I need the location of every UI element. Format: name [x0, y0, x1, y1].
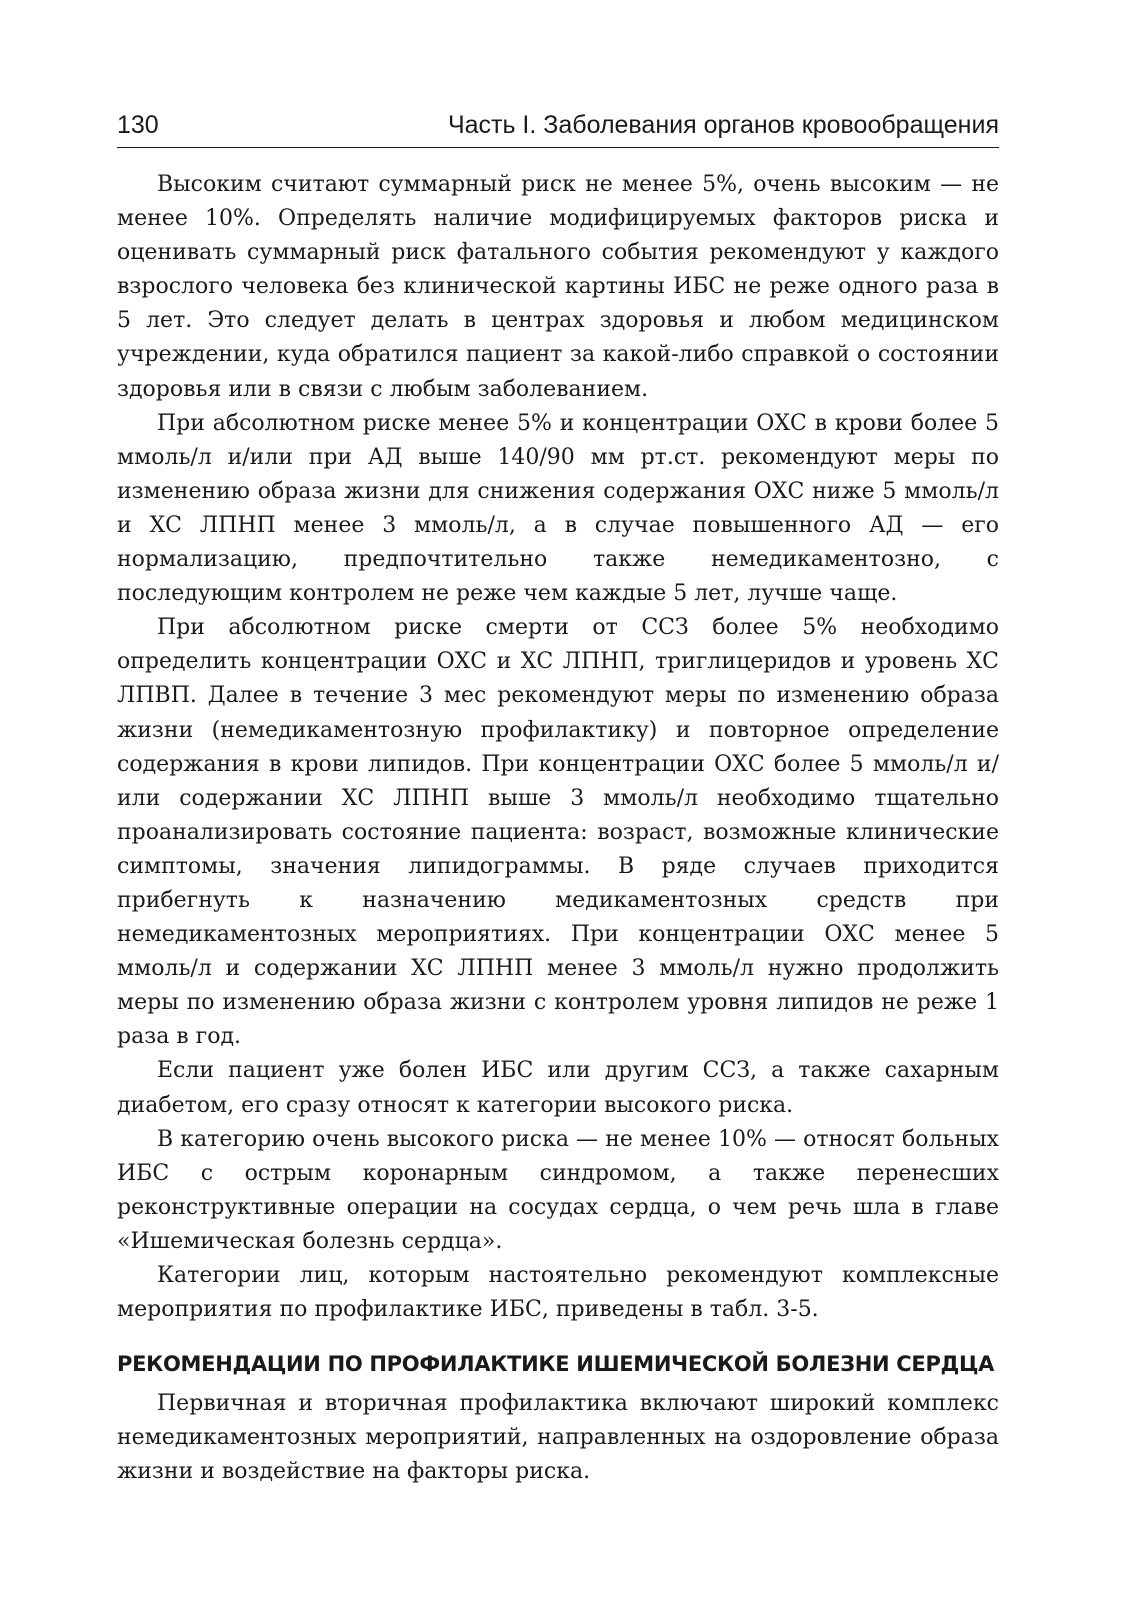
paragraph: Первичная и вторичная профилактика включают широкий комплекс немедикаментозных мероприятий, направленных на оздоровление образа жизни и воздействие на факторы риска.: [117, 1391, 999, 1485]
paragraph: Если пациент уже болен ИБС или другим ССЗ, а также сахарным диабетом, его сразу относят к категории высокого риска.: [117, 1058, 999, 1118]
paragraph: Высоким считают суммарный риск не менее 5%, очень высоким — не менее 10%. Определять наличие модифицируемых факторов риска и оценивать суммарный риск фатального события рекомендуют у каждого взрослого человека без клинической картины ИБС не реже одного раза в 5 лет. Это следует делать в центрах здоровья и любом медицинском учреждении, куда обратился пациент за какой-либо справкой о состоянии здоровья или в связи с любым заболеванием.: [117, 172, 999, 402]
paragraph: При абсолютном риске смерти от ССЗ более 5% необходимо определить концентрации ОХС и ХС ЛПНП, триглицеридов и уровень ХС ЛПВП. Далее в течение 3 мес рекомендуют меры по изменению образа жизни (немедикаментозную профилактику) и повторное определение содержания в крови липидов. При концентрации ОХС более 5 ммоль/л и/или содержании ХС ЛПНП выше 3 ммоль/л необходимо тщательно проанализировать состояние пациента: возраст, возможные клинические симптомы, значения липидограммы. В ряде случаев приходится прибегнуть к назначению медикаментозных средств при немедикаментозных мероприятиях. При концентрации ОХС менее 5 ммоль/л и содержании ХС ЛПНП менее 3 ммоль/л нужно продолжить меры по изменению образа жизни с контролем уровня липидов не реже 1 раза в год.: [117, 615, 999, 1050]
body-text: [117, 168, 999, 1489]
running-head: [117, 108, 999, 148]
paragraph: Категории лиц, которым настоятельно рекомендуют комплексные мероприятия по профилактике ИБС, приведены в табл. 3-5.: [117, 1263, 999, 1323]
running-title: Часть I. Заболевания органов кровообращения: [447, 111, 999, 139]
paragraph: При абсолютном риске менее 5% и концентрации ОХС в крови более 5 ммоль/л и/или при АД выше 140/90 мм рт.ст. рекомендуют меры по изменению образа жизни для снижения содержания ОХС ниже 5 ммоль/л и ХС ЛПНП менее 3 ммоль/л, а в случае повышенного АД — его нормализацию, предпочтительно также немедикаментозно, с последующим контролем не реже чем каждые 5 лет, лучше чаще.: [117, 410, 999, 607]
section-heading: РЕКОМЕНДАЦИИ ПО ПРОФИЛАКТИКЕ ИШЕМИЧЕСКОЙ БОЛЕЗНИ СЕРДЦА: [117, 1352, 995, 1377]
page-number: 130: [117, 111, 159, 139]
paragraph: В категорию очень высокого риска — не менее 10% — относят больных ИБС с острым коронарным синдромом, а также перенесших реконструктивные операции на сосудах сердца, о чем речь шла в главе «Ишемическая болезнь сердца».: [117, 1126, 999, 1254]
